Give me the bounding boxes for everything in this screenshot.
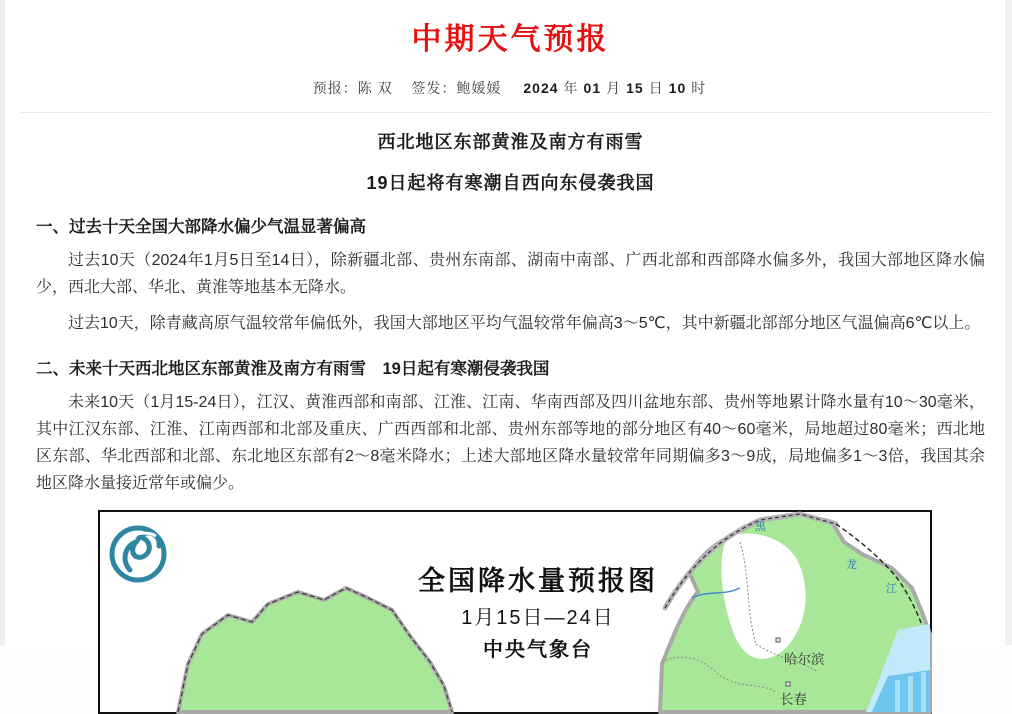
map-date-range: 1月15日—24日 [461,607,615,629]
hour-unit: 时 [691,80,707,96]
headline-line2: 19日起将有寒潮自西向东侵袭我国 [366,173,655,193]
issue-day: 15 [626,80,644,96]
section2-paragraph-1: 未来10天（1月15-24日），江汉、黄淮西部和南部、江淮、江南、华南西部及四川盆地东部、贵州等地累计降水量有10～30毫米，其中江汉东部、江淮、江南西部和北部及重庆、广西西部和北部、贵州东部等地的部分地区有40～60毫米，局地超过80毫米；西北地区东部、华北西部和北部、东北地区东部有2～8毫米降水；上述大部地区降水量较常年同期偏多3～9成，局地偏多1～3倍，我国其余地区降水量接近常年或偏少。 [36,394,985,492]
city-dot-harbin [776,638,780,642]
page-title: 中期天气预报 [411,23,610,56]
day-unit: 日 [648,80,664,96]
forecaster-label: 预报：陈 双 [312,80,393,96]
section1-paragraph-2: 过去10天，除青藏高原气温较常年偏低外，我国大部地区平均气温较常年偏高3～5℃，其中新疆北部部分地区气温偏高6℃以上。 [68,315,981,332]
city-label-harbin: 哈尔滨 [784,652,825,667]
section1-heading: 一、过去十天全国大部降水偏少气温显著偏高 [36,218,366,236]
section-past-ten-days [36,213,985,337]
precipitation-map-canvas [100,512,930,712]
river-label-char: 黑 [755,521,766,533]
section1-paragraph-1: 过去10天（2024年1月5日至14日），除新疆北部、贵州东南部、湖南中南部、广西北部和西部降水偏多外，我国大部地区降水偏少，西北大部、华北、黄淮等地基本无降水。 [36,252,985,296]
city-label-changchun: 长春 [780,692,807,707]
section-next-ten-days [36,355,985,497]
section2-heading: 二、未来十天西北地区东部黄淮及南方有雨雪 19日起有寒潮侵袭我国 [36,360,550,378]
river-label-char: 江 [886,583,897,595]
map-source: 中央气象台 [483,639,593,661]
city-dot-changchun [786,682,790,686]
river-label-char: 龙 [846,559,857,571]
bulletin-content [5,0,1005,714]
issue-year: 2024 [523,80,559,96]
divider [20,112,991,113]
byline [36,78,985,98]
map-title: 全国降水量预报图 [418,566,658,596]
issuer-label: 签发：鲍媛媛 [411,80,502,96]
issue-hour: 10 [668,80,687,96]
headline-line1: 西北地区东部黄淮及南方有雨雪 [377,132,644,152]
issue-month: 01 [583,80,602,96]
issue-datetime [520,80,708,96]
precipitation-map [98,510,932,714]
month-unit: 月 [606,80,622,96]
year-unit: 年 [563,80,579,96]
